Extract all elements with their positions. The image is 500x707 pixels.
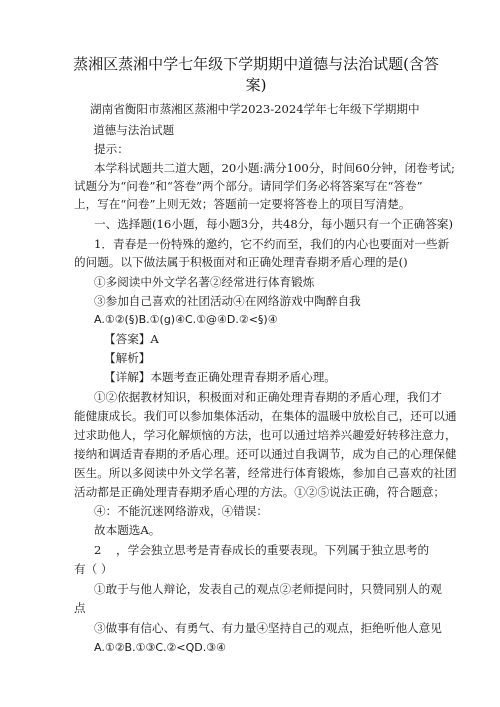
question-1-explanation: 能健康成长。我们可以参加集体活动，在集体的温暖中放松自己，还可以通 [74,409,457,423]
subtitle-line-1: 湖南省衡阳市蒸湘区蒸湘中学2023-2024学年七年级下学期期中 [90,102,420,116]
question-2-stem: 有（ ） [74,562,113,576]
subtitle-line-2: 道德与法治试题 [93,123,175,137]
question-1-explanation: 医生。所以多阅读中外文学名著，经常进行体育锻炼，参加自己喜欢的社团 [74,466,457,480]
question-1-explanation-tail: ④：不能沉迷网络游戏，④错误： [94,504,268,518]
question-1-explanation: 过求助他人，学习化解烦恼的方法，也可以通过培养兴趣爱好转移注意力， [74,428,457,442]
tips-label: 提示： [94,142,129,156]
tips-line: 本学科试题共二道大题，20小题:满分100分，时间60分钟，闭卷考试; [94,161,455,175]
question-1-stem: 的问题。以下做法属于积极面对和正确处理青春期矛盾心理的是() [74,255,408,269]
question-1-explanation: 接纳和调适青春期的矛盾心理。还可以通过自我调节，成为自己的心理保健 [74,447,457,461]
question-2-number: 2 [94,543,102,557]
question-2-choices: A.①②B.①③C.②<QD.③④ [94,641,226,654]
question-1-choices: A.①②(§)B.①(g)④C.①@④D.②<§)④ [94,313,278,326]
question-1-options-row-1: ①多阅读中外文学名著②经常进行体育锻炼 [94,275,315,289]
question-1-explanation: ①②依据教材知识，积极面对和正确处理青春期的矛盾心理，我们才 [94,390,442,404]
question-1-conclusion: 故本题选A。 [94,523,161,537]
question-1-options-row-2: ③参加自己喜欢的社团活动④在网络游戏中陶醉自我 [94,294,361,308]
question-2-options-row-2: ③做事有信心、有勇气、有力量④坚持自己的观点，拒绝听他人意见 [94,621,442,635]
question-1-stem: 1．青春是一份特殊的邀约，它不约而至，我们的内心也要面对一些新 [94,237,450,251]
question-2-stem: ，学会独立思考是青春成长的重要表现。下列属于独立思考的 [116,543,430,557]
question-1-detail: 【详解】本题考查正确处理青春期矛盾心理。 [104,370,336,384]
tips-line: 试题分为“问卷”和“答卷”两个部分。请同学们务必将答案写在“答卷” [74,179,423,193]
question-1-answer: 【答案】A [104,332,159,346]
question-2-options-row-1-cont: 点 [74,601,86,615]
question-2-options-row-1: ①敢于与他人辩论，发表自己的观点②老师提问时，只赞同别人的观 [94,582,442,596]
document-title: 蒸湘区蒸湘中学七年级下学期期中道德与法治试题(含答案) [73,55,439,94]
tips-line: 上，写在“问卷”上则无效；答题前一定要将答卷上的项目写清楚。 [74,197,411,211]
question-1-analysis-label: 【解析】 [104,351,151,365]
section-1-heading: 一、选择题(16小题，每小题3分，共48分，每小题只有一个正确答案) [94,217,453,231]
question-1-explanation: 活动都是正确处理青春期矛盾心理的方法。①②⑤说法正确，符合题意； [74,485,446,499]
